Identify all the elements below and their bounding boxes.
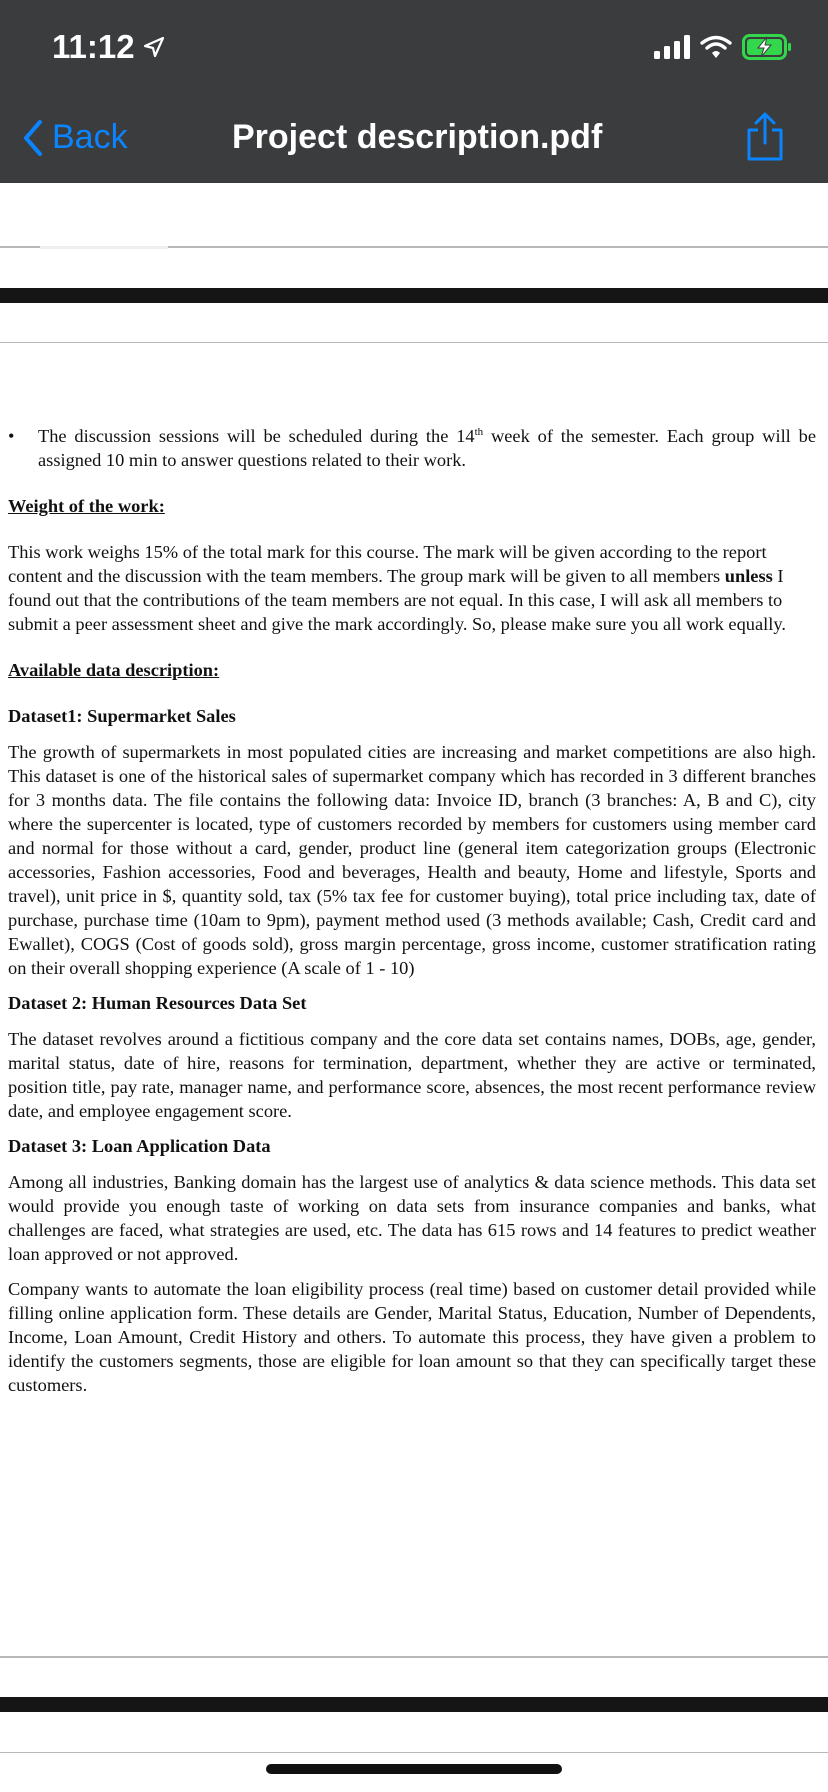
bullet-text-a: The discussion sessions will be scheduled during the 14 (38, 426, 475, 446)
page-edge-mark (40, 246, 168, 249)
top-bar (0, 0, 828, 183)
dataset3-title: Dataset 3: Loan Application Data (8, 1136, 271, 1156)
weight-text-bold: unless (724, 566, 773, 586)
status-icons (654, 34, 792, 60)
status-time (52, 28, 165, 66)
back-button[interactable] (22, 118, 128, 157)
page-rule (0, 342, 828, 343)
location-arrow-icon (143, 36, 165, 58)
battery-charging-icon (742, 34, 792, 60)
dataset3-paragraph-1: Among all industries, Banking domain has the largest use of analytics & data science methods. This data set would provide you enough taste of working on data sets from insurance companies and banks, what challenges are faced, what strategies are used, etc. The data has 615 rows and 14 features to predict weather loan approved or not approved. (8, 1172, 816, 1264)
cellular-signal-icon (654, 35, 690, 59)
page-header-bar (0, 288, 828, 303)
back-label: Back (52, 118, 128, 156)
status-time-label: 11:12 (52, 28, 135, 65)
share-icon (744, 112, 786, 162)
data-heading: Available data description: (8, 660, 220, 680)
share-button[interactable] (744, 112, 786, 167)
bullet-text-b: week of the semester. Each group will be assigned 10 min to answer questions related to their work. (38, 426, 816, 470)
dataset2-title: Dataset 2: Human Resources Data Set (8, 993, 307, 1013)
bullet-sup: th (474, 425, 484, 438)
weight-paragraph (8, 540, 816, 636)
weight-heading: Weight of the work: (8, 496, 165, 516)
wifi-icon (700, 35, 732, 59)
dataset3-paragraph-2: Company wants to automate the loan eligibility process (real time) based on customer detail provided while filling online application form. These details are Gender, Marital Status, Education, Number of Dependents, Income, Loan Amount, Credit History and others. To automate this process, they have given a problem to identify the customers segments, those are eligible for loan amount so that they can specifically target these customers. (8, 1279, 816, 1395)
dataset1-paragraph: The growth of supermarkets in most populated cities are increasing and market competitions are also high. This dataset is one of the historical sales of supermarket company which has recorded in 3 different branches for 3 months data. The file contains the following data: Invoice ID, branch (3 branches: A, B and C), city where the supercenter is located, type of customers recorded by members for customers using member card and normal for those without a card, gender, product line (general item categorization groups (Electronic accessories, Fashion accessories, Food and beverages, Health and beauty, Home and lifestyle, Sports and travel), unit price in $, quantity sold, tax (5% tax fee for customer buying), total price including tax, date of purchase, purchase time (10am to 9pm), payment method used (3 methods available; Cash, Credit card and Ewallet), COGS (Cost of goods sold), gross margin percentage, gross income, customer stratification rating on their overall shopping experience (A scale of 1 - 10) (8, 742, 816, 978)
home-indicator[interactable] (266, 1764, 562, 1774)
dataset1-title: Dataset1: Supermarket Sales (8, 706, 236, 726)
document-title: Project description.pdf (232, 118, 603, 156)
page-footer-bar (0, 1697, 828, 1712)
dataset2-paragraph: The dataset revolves around a fictitious company and the core data set contains names, DOBs, age, gender, marital status, date of hire, reasons for termination, department, whether they are active or terminated, position title, pay rate, manager name, and performance score, absences, the most recent performance review date, and employee engagement score. (8, 1029, 816, 1121)
document-page (8, 424, 816, 1408)
chevron-left-icon (22, 120, 44, 156)
bullet-item (8, 424, 816, 472)
bullet-dot: • (8, 426, 15, 446)
weight-text-1: This work weighs 15% of the total mark for this course. The mark will be given according to the report content and the discussion with the team members. The group mark will be given to all members (8, 542, 767, 586)
page-divider-bottom (0, 1656, 828, 1658)
weight-text-2: I found out that the contributions of the team members are not equal. In this case, I will ask all members to submit a peer assessment sheet and give the mark accordingly. So, please make sure you all work equally. (8, 566, 786, 634)
page-rule-bottom (0, 1752, 828, 1753)
